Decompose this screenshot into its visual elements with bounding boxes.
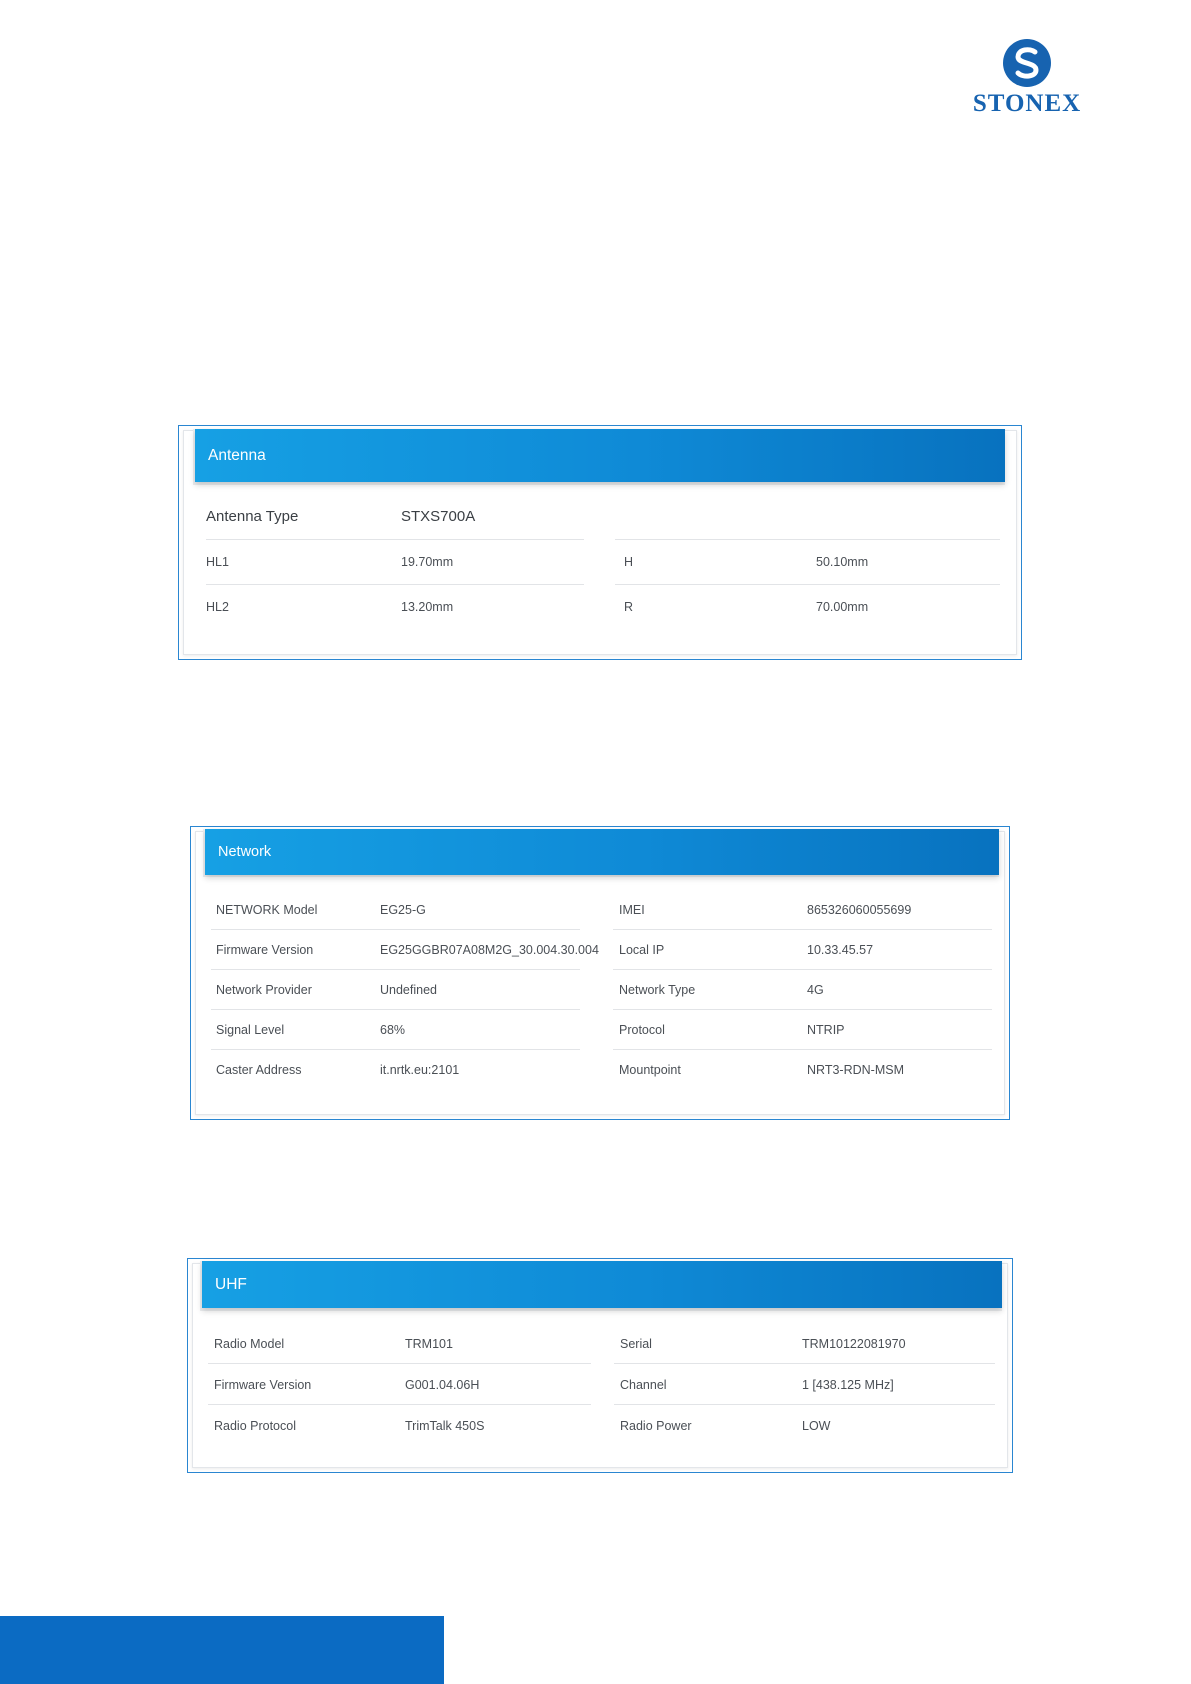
caster-address-value: it.nrtk.eu:2101: [380, 1063, 460, 1077]
h-value: 50.10mm: [816, 555, 869, 569]
local-ip-value: 10.33.45.57: [807, 943, 874, 957]
channel-label: Channel: [620, 1378, 667, 1392]
radio-power-label: Radio Power: [620, 1419, 692, 1433]
antenna-type-value: STXS700A: [401, 508, 476, 525]
uhf-panel: [187, 1258, 1013, 1473]
channel-value: 1 [438.125 MHz]: [802, 1378, 894, 1392]
row-divider: [615, 539, 1000, 540]
stonex-logo: [968, 38, 1086, 118]
signal-level-label: Signal Level: [216, 1023, 285, 1037]
uhf-title: UHF: [215, 1275, 247, 1293]
row-divider: [211, 969, 580, 970]
uhf-firmware-version-value: G001.04.06H: [405, 1378, 480, 1392]
network-title: Network: [218, 844, 272, 860]
antenna-type-label: Antenna Type: [206, 508, 299, 525]
hl1-label: HL1: [206, 555, 229, 569]
protocol-label: Protocol: [619, 1023, 665, 1037]
r-label: R: [624, 600, 634, 614]
footer-band: [0, 1616, 444, 1684]
serial-label: Serial: [620, 1337, 652, 1351]
radio-power-value: LOW: [802, 1419, 831, 1433]
network-type-label: Network Type: [619, 983, 696, 997]
antenna-header: [195, 429, 1005, 482]
network-model-label: NETWORK Model: [216, 903, 318, 917]
uhf-firmware-version-label: Firmware Version: [214, 1378, 312, 1392]
hl1-value: 19.70mm: [401, 555, 454, 569]
row-divider: [208, 1404, 591, 1405]
brand-name: STONEX: [972, 90, 1082, 117]
firmware-version-label: Firmware Version: [216, 943, 314, 957]
network-panel: [190, 826, 1010, 1120]
row-divider: [613, 929, 992, 930]
row-divider: [211, 1049, 580, 1050]
serial-value: TRM10122081970: [802, 1337, 906, 1351]
radio-protocol-label: Radio Protocol: [214, 1419, 296, 1433]
row-divider: [613, 1049, 992, 1050]
network-type-value: 4G: [807, 983, 824, 997]
h-label: H: [624, 555, 634, 569]
local-ip-label: Local IP: [619, 943, 665, 957]
mountpoint-label: Mountpoint: [619, 1063, 681, 1077]
network-provider-value: Undefined: [380, 983, 437, 997]
row-divider: [615, 584, 1000, 585]
caster-address-label: Caster Address: [216, 1063, 302, 1077]
stonex-s-logo-icon: [1002, 38, 1052, 88]
firmware-version-value: EG25GGBR07A08M2G_30.004.30.004: [380, 943, 599, 957]
mountpoint-value: NRT3-RDN-MSM: [807, 1063, 904, 1077]
row-divider: [614, 1363, 995, 1364]
network-header: [205, 829, 999, 875]
row-divider: [613, 1009, 992, 1010]
row-divider: [614, 1404, 995, 1405]
r-value: 70.00mm: [816, 600, 869, 614]
imei-value: 865326060055699: [807, 903, 912, 917]
uhf-header: [202, 1261, 1002, 1308]
antenna-title: Antenna: [208, 446, 266, 464]
row-divider: [208, 1363, 591, 1364]
signal-level-value: 68%: [380, 1023, 406, 1037]
hl2-value: 13.20mm: [401, 600, 454, 614]
row-divider: [613, 969, 992, 970]
network-model-value: EG25-G: [380, 903, 426, 917]
radio-model-label: Radio Model: [214, 1337, 285, 1351]
radio-model-value: TRM101: [405, 1337, 453, 1351]
hl2-label: HL2: [206, 600, 229, 614]
antenna-panel: [178, 425, 1022, 660]
protocol-value: NTRIP: [807, 1023, 845, 1037]
row-divider: [206, 584, 584, 585]
imei-label: IMEI: [619, 903, 645, 917]
row-divider: [211, 1009, 580, 1010]
network-provider-label: Network Provider: [216, 983, 312, 997]
row-divider: [211, 929, 580, 930]
radio-protocol-value: TrimTalk 450S: [405, 1419, 485, 1433]
row-divider: [206, 539, 584, 540]
